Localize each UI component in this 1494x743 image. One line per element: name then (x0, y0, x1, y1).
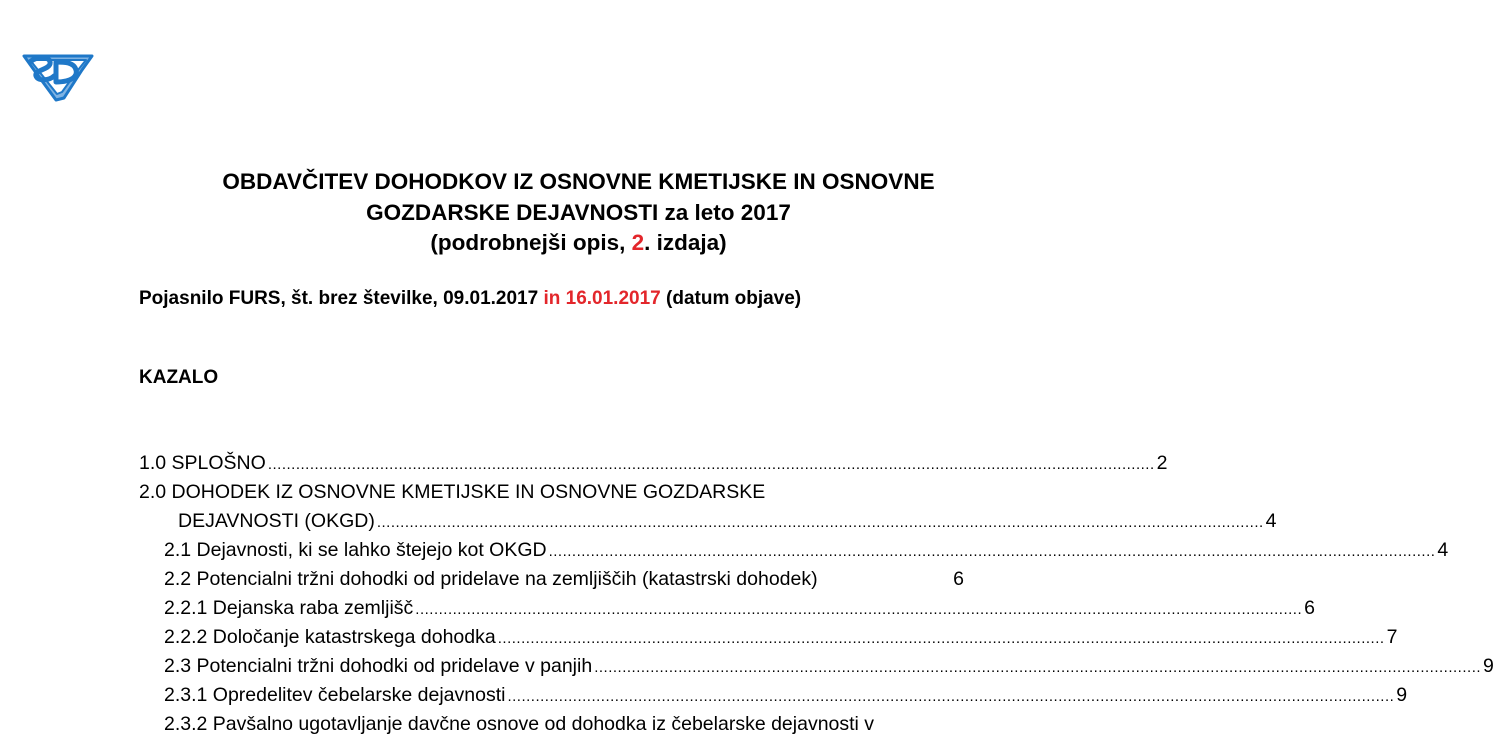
toc-item[interactable]: 1.0 SPLOŠNO .............................................................................................................................................................................................. 2 (139, 452, 1168, 474)
table-of-contents (0, 449, 1494, 739)
toc-heading: KAZALO (139, 367, 219, 388)
document-subtitle: Pojasnilo FURS, št. brez številke, 09.01.2017 in 16.01.2017 (datum objave) (139, 288, 802, 309)
document-title (0, 167, 1157, 259)
title-line-2: GOZDARSKE DEJAVNOSTI za leto 2017 (366, 199, 791, 225)
toc-item[interactable]: 2.2 Potencialni tržni dohodki od pridelave na zemljiščih (katastrski dohodek) 6 (164, 568, 964, 590)
toc-item[interactable]: 2.2.2 Določanje katastrskega dohodka .............................................................................................................................................................................................. 7 (164, 626, 1398, 648)
toc-item[interactable]: 2.3 Potencialni tržni dohodki od pridelave v panjih .............................................................................................................................................................................................. 9 (164, 655, 1494, 677)
toc-item[interactable]: 2.0 DOHODEK IZ OSNOVNE KMETIJSKE IN OSNOVNE GOZDARSKE (139, 481, 766, 503)
edition-number: 2 (631, 230, 645, 255)
toc-item[interactable]: 2.1 Dejavnosti, ki se lahko štejejo kot OKGD .............................................................................................................................................................................................. 4 (164, 539, 1449, 561)
sd-shield-logo-icon (20, 48, 96, 104)
toc-item[interactable]: 2.2.1 Dejanska raba zemljišč .............................................................................................................................................................................................. 6 (164, 597, 1315, 619)
title-line-3: (podrobnejši opis, 2. izdaja) (430, 230, 727, 255)
title-line-1: OBDAVČITEV DOHODKOV IZ OSNOVNE KMETIJSKE IN OSNOVNE (222, 169, 935, 194)
subtitle-red-date: in 16.01.2017 (543, 288, 661, 309)
toc-item[interactable]: 2.3.2 Pavšalno ugotavljanje davčne osnove od dohodka iz čebelarske dejavnosti v (164, 713, 875, 735)
toc-item[interactable]: DEJAVNOSTI (OKGD) .............................................................................................................................................................................................. 4 (178, 510, 1277, 532)
toc-item[interactable]: 2.3.1 Opredelitev čebelarske dejavnosti .............................................................................................................................................................................................. 9 (164, 684, 1408, 706)
